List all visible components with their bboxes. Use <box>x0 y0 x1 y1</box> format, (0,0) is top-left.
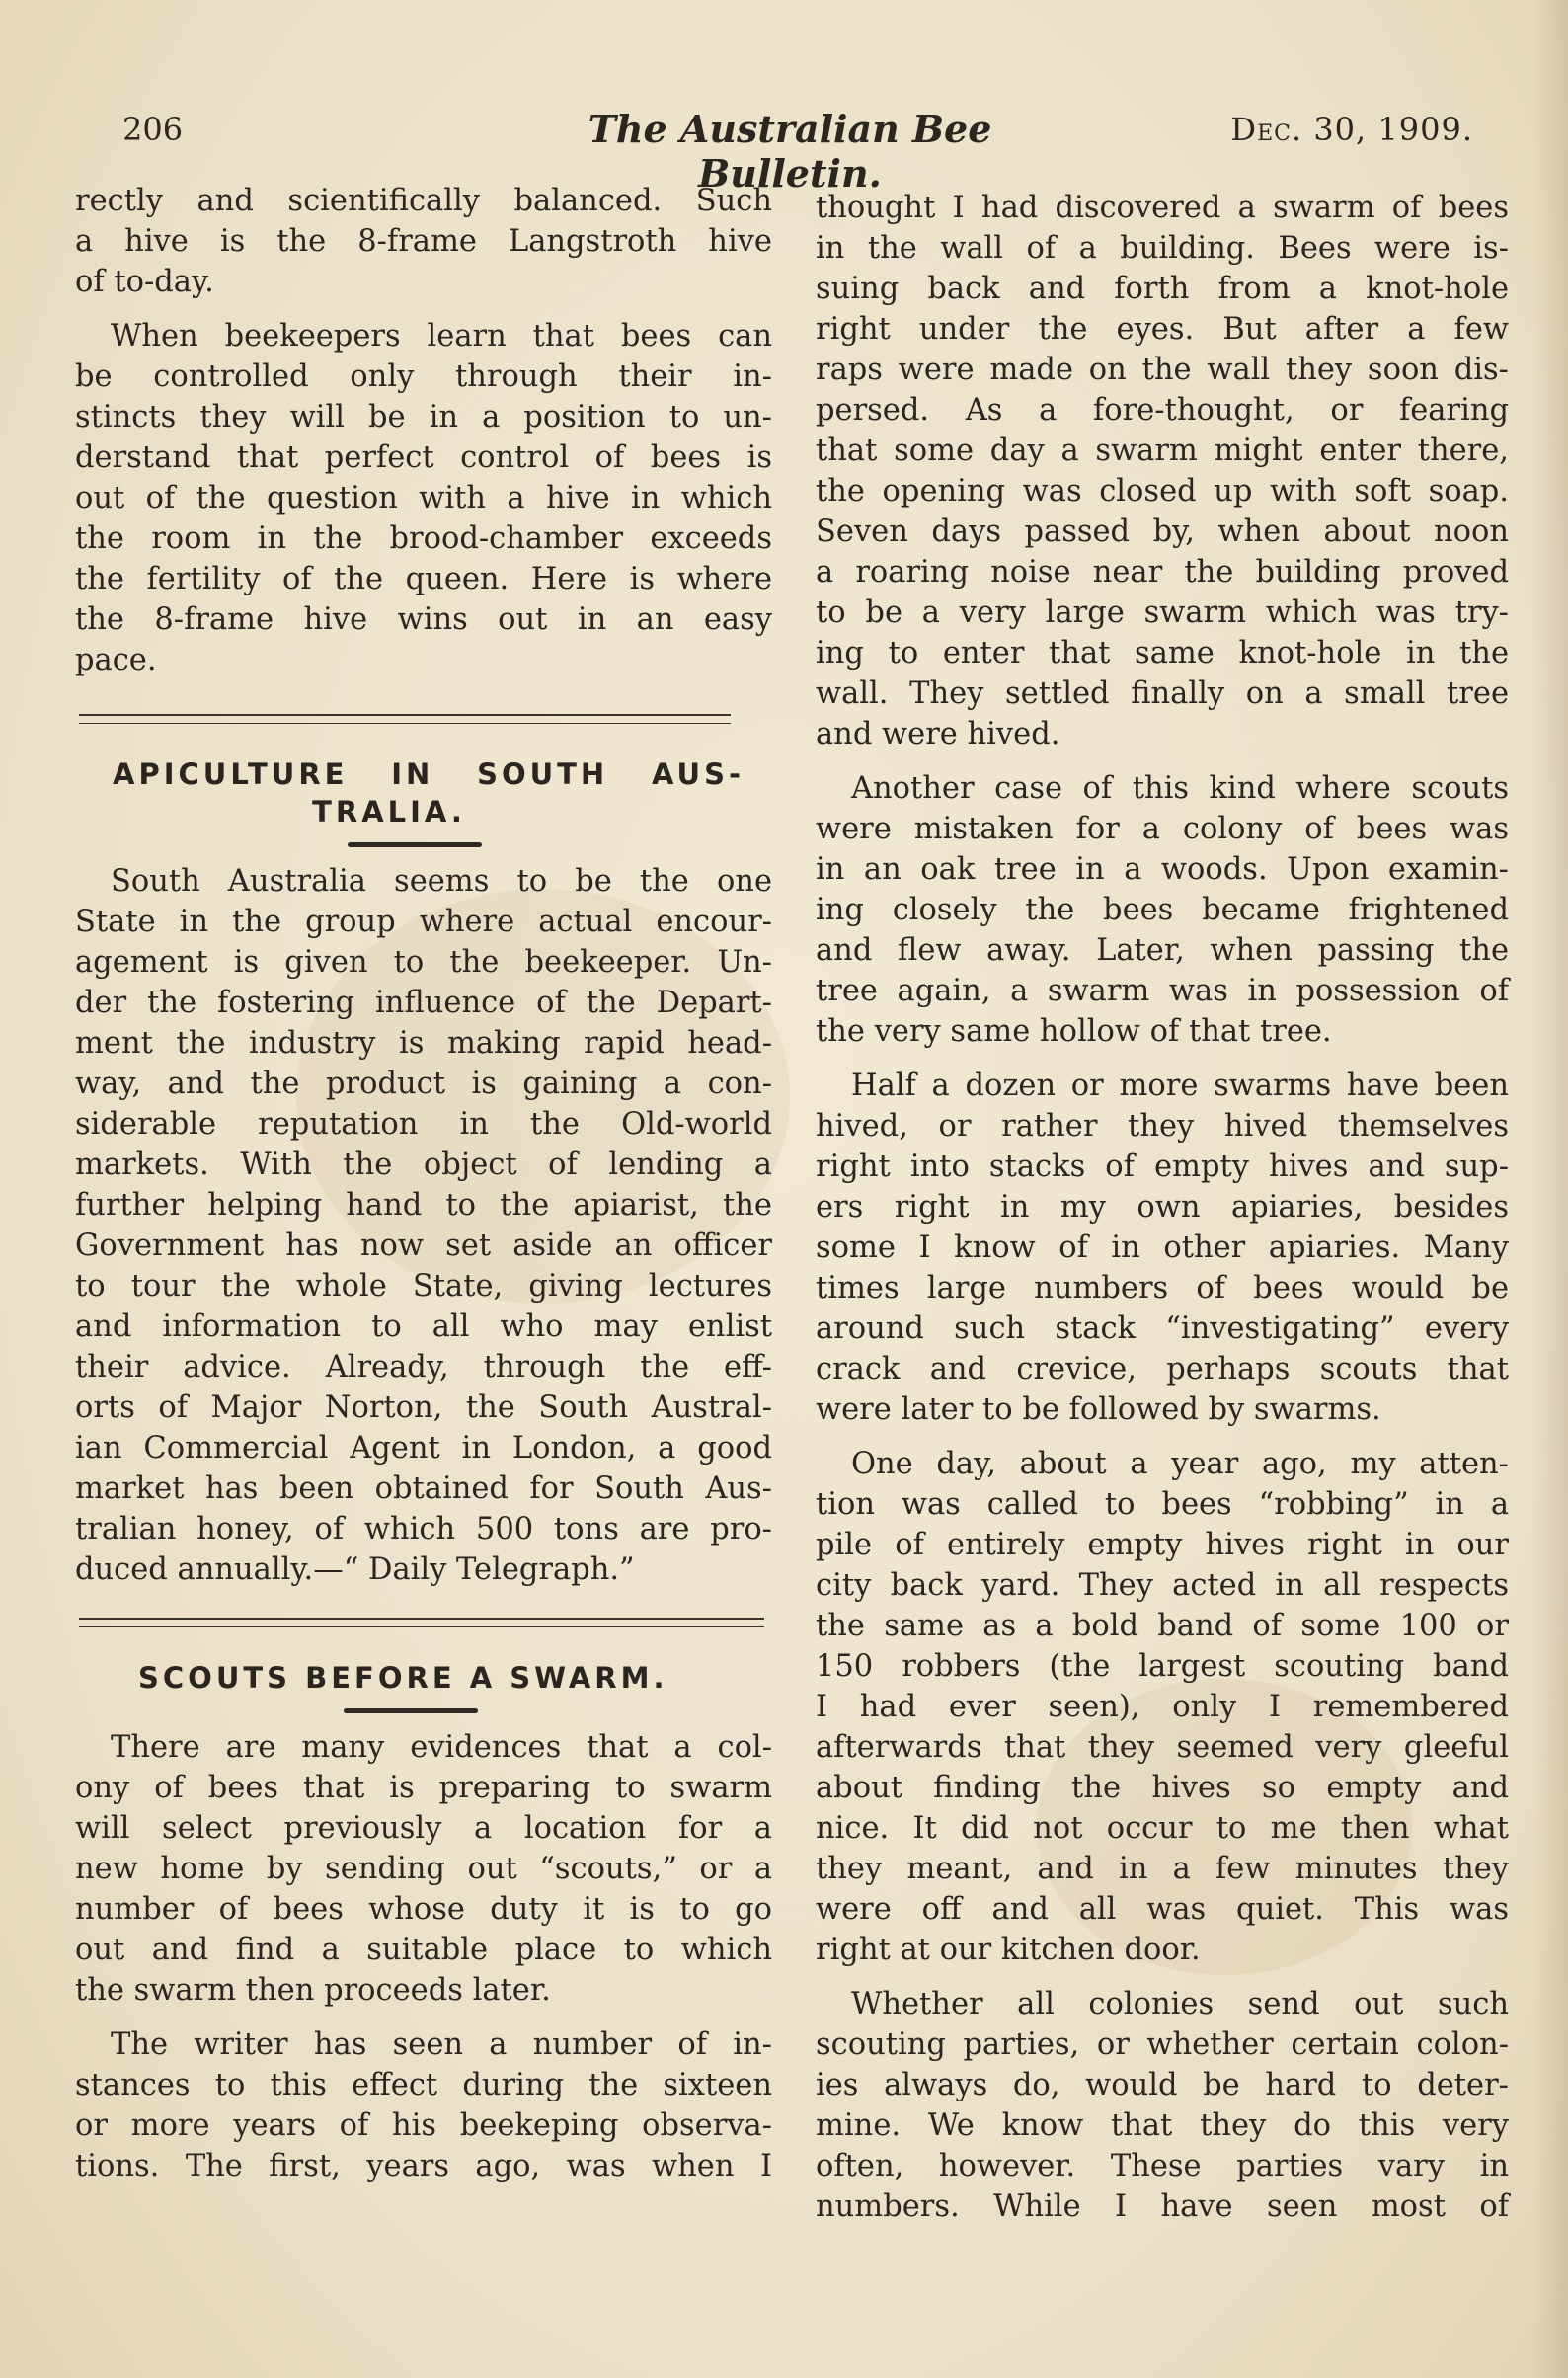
text-line: stances to this effect during the sixteen <box>75 2068 772 2102</box>
text-line: pile of entirely empty hives right in our <box>816 1528 1509 1562</box>
text-line: stincts they will be in a position to un- <box>75 400 772 435</box>
paragraph <box>816 1066 1509 1430</box>
text-line: further helping hand to the apiarist, the <box>75 1188 772 1223</box>
text-line: and were hived. <box>816 717 1060 752</box>
text-line: orts of Major Norton, the South Austral- <box>75 1390 772 1425</box>
text-line: a hive is the 8-frame Langstroth hive <box>75 224 772 259</box>
text-line: the 8-frame hive wins out in an easy <box>75 602 772 637</box>
right-column <box>816 188 1509 2227</box>
text-line: ment the industry is making rapid head- <box>75 1026 772 1061</box>
text-line: numbers. While I have seen most of <box>816 2189 1509 2224</box>
text-line: tralian honey, of which 500 tons are pro- <box>75 1512 772 1546</box>
text-line: a roaring noise near the building proved <box>816 555 1509 590</box>
heading-rule <box>344 1708 478 1713</box>
text-line: Government has now set aside an officer <box>75 1229 772 1263</box>
text-line: suing back and forth from a knot-hole <box>816 272 1509 306</box>
text-line: derstand that perfect control of bees is <box>75 440 772 475</box>
text-line: ian Commercial Agent in London, a good <box>75 1431 772 1466</box>
text-line: in the wall of a building. Bees were is- <box>816 231 1509 266</box>
text-line: pace. <box>75 643 157 677</box>
text-line: about finding the hives so empty and <box>816 1771 1509 1805</box>
text-line: tion was called to bees “robbing” in a <box>816 1487 1509 1522</box>
text-line: There are many evidences that a col- <box>111 1730 772 1765</box>
text-line: out of the question with a hive in which <box>75 481 772 515</box>
text-line: of to-day. <box>75 265 214 299</box>
article-heading <box>113 755 745 831</box>
section-divider <box>79 1618 764 1627</box>
text-line: 150 robbers (the largest scouting band <box>816 1649 1509 1684</box>
paragraph <box>816 768 1509 1052</box>
text-line: out and find a suitable place to which <box>75 1933 772 1967</box>
text-line: city back yard. They acted in all respects <box>816 1568 1509 1603</box>
text-line: State in the group where actual encour- <box>75 905 772 939</box>
paragraph <box>75 861 772 1590</box>
text-line: The writer has seen a number of in- <box>111 2027 772 2062</box>
text-line: the very same hollow of that tree. <box>816 1014 1332 1049</box>
text-line: agement is given to the beekeeper. Un- <box>75 945 772 980</box>
text-line: persed. As a fore-thought, or fearing <box>816 393 1509 428</box>
text-line: duced annually.—“ Daily Telegraph.” <box>75 1552 635 1587</box>
paragraph <box>75 2024 772 2186</box>
text-line: and information to all who may enlist <box>75 1309 772 1344</box>
left-column <box>75 181 772 2186</box>
text-line: will select previously a location for a <box>75 1811 772 1846</box>
heading-line: TRALIA. <box>312 795 466 829</box>
text-line: Seven days passed by, when about noon <box>816 515 1509 549</box>
paragraph <box>75 316 772 680</box>
text-line: to tour the whole State, giving lectures <box>75 1269 772 1304</box>
paragraph <box>816 1444 1509 1970</box>
text-line: the swarm then proceeds later. <box>75 1973 551 2008</box>
text-line: tions. The first, years ago, was when I <box>75 2149 772 2183</box>
text-line: ing to enter that same knot-hole in the <box>816 636 1509 671</box>
text-line: number of bees whose duty it is to go <box>75 1892 772 1927</box>
text-line: that some day a swarm might enter there, <box>816 434 1509 468</box>
text-line: South Australia seems to be the one <box>111 864 772 899</box>
text-line: thought I had discovered a swarm of bees <box>816 191 1509 225</box>
text-line: were mistaken for a colony of bees was <box>816 812 1509 846</box>
text-line: right under the eyes. But after a few <box>816 312 1509 347</box>
text-line: the room in the brood-chamber exceeds <box>75 521 772 556</box>
heading-line: APICULTURE IN SOUTH AUS- <box>113 757 745 791</box>
text-line: ers right in my own apiaries, besides <box>816 1190 1509 1225</box>
text-line: be controlled only through their in- <box>75 359 772 394</box>
text-line: were later to be followed by swarms. <box>816 1392 1381 1427</box>
text-line: scouting parties, or whether certain colon- <box>816 2027 1509 2062</box>
text-line: way, and the product is gaining a con- <box>75 1067 772 1101</box>
text-line: ies always do, would be hard to deter- <box>816 2068 1509 2102</box>
text-line: often, however. These parties vary in <box>816 2149 1509 2183</box>
text-line: rectly and scientifically balanced. Such <box>75 184 772 218</box>
text-line: were off and all was quiet. This was <box>816 1892 1509 1927</box>
journal-title: The Australian Bee Bulletin. <box>588 107 992 196</box>
text-line: to be a very large swarm which was try- <box>816 595 1509 630</box>
text-line: or more years of his beekeping observa- <box>75 2108 772 2143</box>
text-line: nice. It did not occur to me then what <box>816 1811 1509 1846</box>
heading-rule <box>348 842 482 847</box>
text-line: ony of bees that is preparing to swarm <box>75 1771 772 1805</box>
page-edge <box>1532 0 1568 2378</box>
text-line: and flew away. Later, when passing the <box>816 933 1509 968</box>
text-line: some I know of in other apiaries. Many <box>816 1230 1509 1265</box>
text-line: I had ever seen), only I remembered <box>816 1690 1509 1724</box>
issue-date: Dec. 30, 1909. <box>1230 111 1473 148</box>
text-line: One day, about a year ago, my atten- <box>851 1447 1509 1481</box>
text-line: the same as a bold band of some 100 or <box>816 1609 1509 1643</box>
text-line: hived, or rather they hived themselves <box>816 1109 1509 1144</box>
text-line: the opening was closed up with soft soap. <box>816 474 1509 509</box>
text-line: mine. We know that they do this very <box>816 2108 1509 2143</box>
text-line: their advice. Already, through the eff- <box>75 1350 772 1385</box>
text-line: siderable reputation in the Old-world <box>75 1107 772 1142</box>
text-line: the fertility of the queen. Here is where <box>75 562 772 596</box>
text-line: afterwards that they seemed very gleeful <box>816 1730 1509 1765</box>
text-line: market has been obtained for South Aus- <box>75 1471 772 1506</box>
text-line: crack and crevice, perhaps scouts that <box>816 1352 1509 1387</box>
text-line: in an oak tree in a woods. Upon examin- <box>816 852 1509 887</box>
text-line: Whether all colonies send out such <box>851 1987 1509 2021</box>
text-line: Another case of this kind where scouts <box>851 771 1509 806</box>
text-line: der the fostering influence of the Depart- <box>75 986 772 1020</box>
paragraph <box>75 1727 772 2011</box>
text-line: wall. They settled finally on a small tree <box>816 676 1509 711</box>
text-line: around such stack “investigating” every <box>816 1311 1509 1346</box>
paragraph <box>816 1984 1509 2227</box>
section-divider <box>79 714 731 724</box>
text-line: raps were made on the wall they soon dis- <box>816 353 1509 387</box>
text-line: ing closely the bees became frightened <box>816 893 1509 927</box>
text-line: new home by sending out “scouts,” or a <box>75 1852 772 1886</box>
paragraph <box>75 181 772 302</box>
text-line: right at our kitchen door. <box>816 1933 1201 1967</box>
text-line: markets. With the object of lending a <box>75 1148 772 1182</box>
text-line: they meant, and in a few minutes they <box>816 1852 1509 1886</box>
article-heading: SCOUTS BEFORE A SWARM. <box>138 1661 668 1695</box>
text-line: tree again, a swarm was in possession of <box>816 974 1509 1008</box>
text-line: right into stacks of empty hives and sup- <box>816 1149 1509 1184</box>
paragraph <box>816 188 1509 754</box>
text-line: times large numbers of bees would be <box>816 1271 1509 1306</box>
page-number: 206 <box>122 111 184 148</box>
text-line: Half a dozen or more swarms have been <box>851 1069 1509 1103</box>
text-line: When beekeepers learn that bees can <box>111 319 772 354</box>
